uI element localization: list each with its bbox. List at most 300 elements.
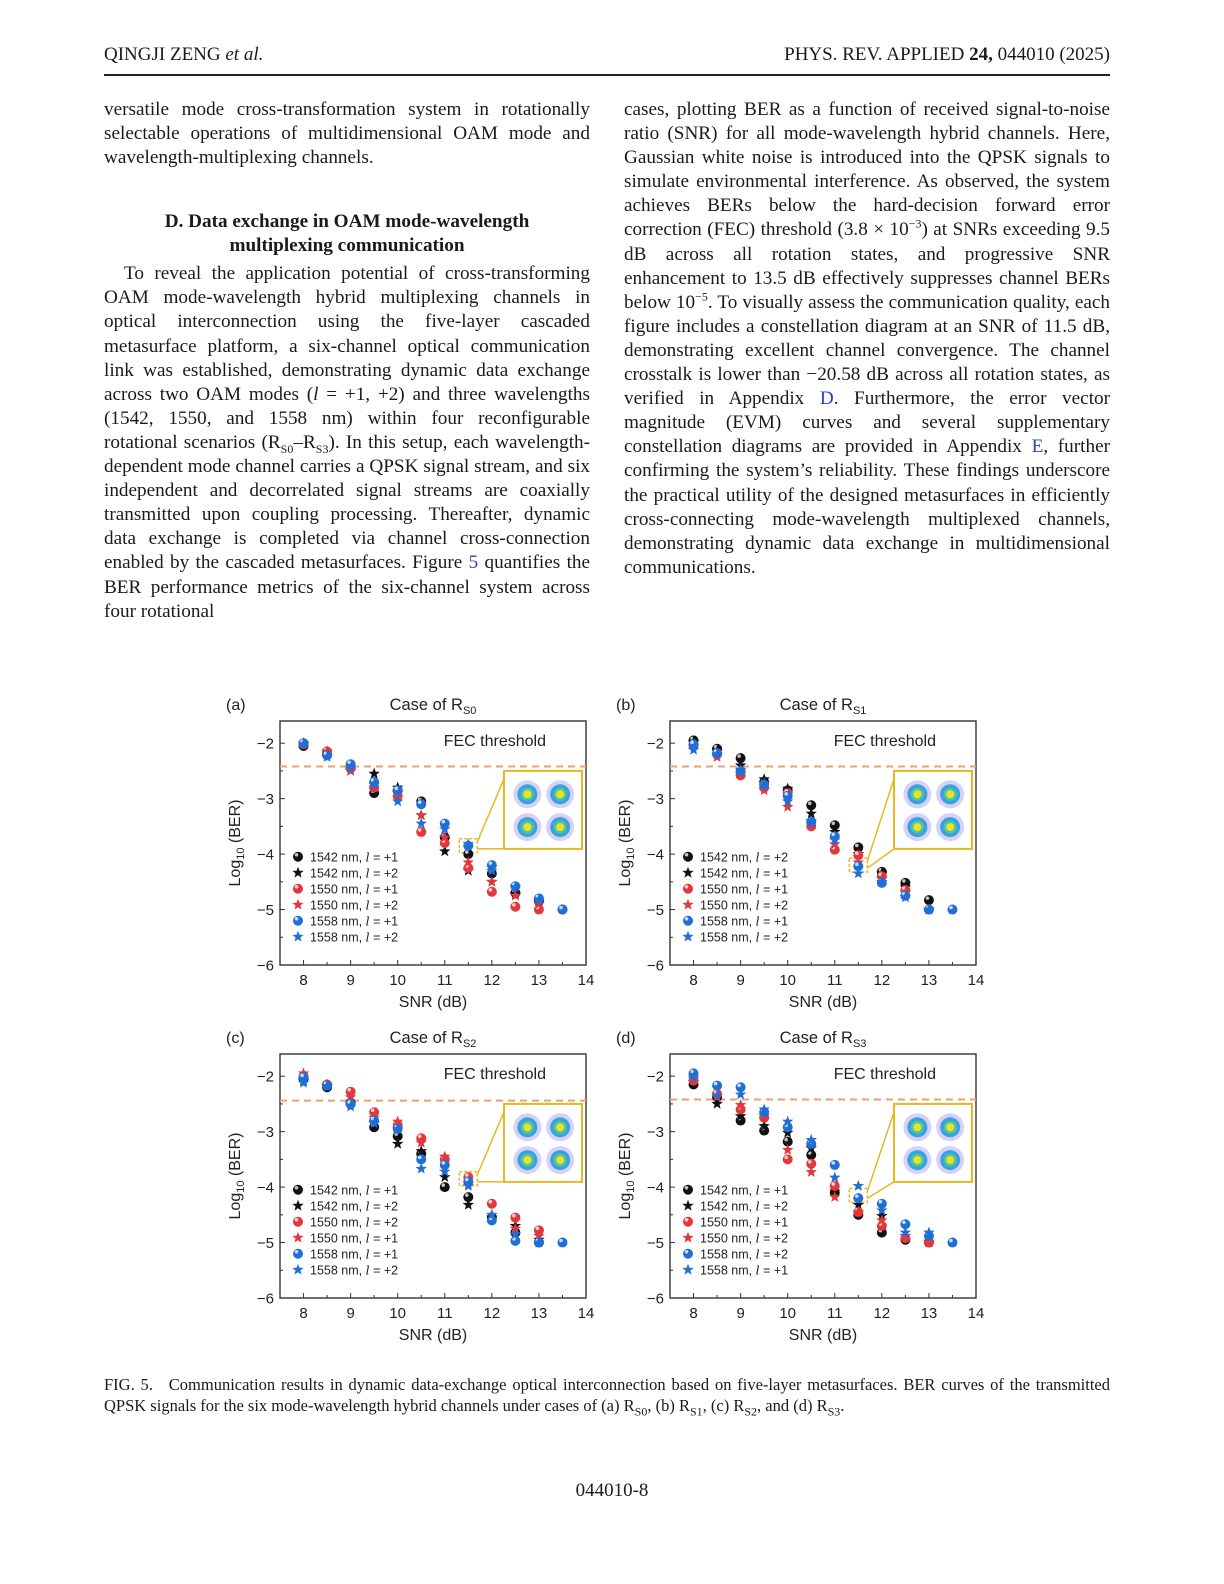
marker-circle bbox=[293, 1249, 303, 1259]
legend-label bbox=[700, 1263, 788, 1278]
inset-connector bbox=[867, 779, 894, 861]
x-tick-label: 13 bbox=[920, 1305, 938, 1322]
marker-circle bbox=[683, 1217, 693, 1227]
marker-highlight bbox=[418, 1156, 422, 1160]
data-point bbox=[853, 1193, 863, 1203]
marker-highlight bbox=[784, 792, 788, 796]
legend-text: = +1 bbox=[369, 882, 399, 897]
marker-highlight bbox=[949, 906, 953, 910]
marker-highlight bbox=[855, 851, 859, 855]
legend-text: = +1 bbox=[759, 1183, 789, 1198]
legend bbox=[292, 1183, 398, 1278]
constellation-point bbox=[936, 1146, 964, 1174]
constellation-inset bbox=[849, 1104, 972, 1203]
chart-title-subscript: S3 bbox=[852, 1038, 867, 1050]
y-axis-label-main: Log bbox=[227, 1192, 244, 1220]
constellation-inset bbox=[459, 1104, 582, 1186]
y-axis-label-subscript: 10 bbox=[235, 847, 247, 860]
y-tick-label: −6 bbox=[256, 957, 274, 975]
caption-text: , (b) R bbox=[647, 1396, 690, 1415]
constellation-point bbox=[903, 1113, 931, 1141]
marker-highlight bbox=[418, 828, 422, 832]
constellation-core bbox=[946, 1123, 954, 1131]
legend-label bbox=[700, 1183, 788, 1198]
constellation-point bbox=[936, 813, 964, 841]
legend-label bbox=[310, 914, 398, 929]
legend-label bbox=[700, 1199, 788, 1214]
legend-label bbox=[310, 898, 398, 913]
marker-highlight bbox=[685, 885, 689, 889]
panel-c bbox=[220, 1023, 600, 1348]
section-title-line-1: D. Data exchange in OAM mode-wavelength bbox=[164, 211, 530, 233]
data-point bbox=[830, 1160, 840, 1170]
section-title-line-2: multiplexing communication bbox=[229, 235, 465, 257]
legend-text: = +1 bbox=[759, 1215, 789, 1230]
data-point bbox=[393, 785, 403, 795]
figure-5-link[interactable]: 5 bbox=[468, 552, 479, 574]
constellation-point bbox=[903, 813, 931, 841]
legend-text: 1542 nm, bbox=[310, 1199, 366, 1214]
legend-label bbox=[310, 1263, 398, 1278]
marker-circle bbox=[487, 1199, 497, 1209]
legend-label bbox=[700, 850, 788, 865]
legend-text: 1542 nm, bbox=[700, 866, 756, 881]
legend-text: = +2 bbox=[369, 1199, 399, 1214]
chart-title-main: Case of R bbox=[389, 1029, 463, 1047]
x-tick-label: 14 bbox=[577, 972, 595, 989]
constellation-point bbox=[513, 1113, 541, 1141]
legend-l-symbol: l bbox=[365, 1262, 370, 1278]
y-tick-label: −5 bbox=[256, 902, 274, 920]
constellation-core bbox=[913, 823, 921, 831]
legend-label bbox=[700, 1231, 788, 1246]
x-tick-label: 8 bbox=[299, 972, 308, 989]
fec-threshold-label: FEC threshold bbox=[443, 1065, 546, 1083]
marker-circle bbox=[393, 785, 403, 795]
panel-a bbox=[220, 690, 600, 1015]
y-tick-label: −2 bbox=[256, 735, 274, 753]
inset-frame bbox=[504, 771, 582, 849]
legend-text: 1550 nm, bbox=[310, 1231, 366, 1246]
legend-l-symbol: l bbox=[755, 881, 760, 897]
marker-circle bbox=[293, 1185, 303, 1195]
legend-label bbox=[700, 1215, 788, 1230]
legend-text: 1558 nm, bbox=[700, 1247, 756, 1262]
marker-highlight bbox=[295, 885, 299, 889]
legend-marker bbox=[293, 884, 303, 894]
legend-text: 1558 nm, bbox=[700, 1263, 756, 1278]
legend-marker bbox=[682, 899, 693, 910]
marker-highlight bbox=[879, 1200, 883, 1204]
header-et-al: et al. bbox=[225, 44, 264, 65]
legend-marker bbox=[293, 1249, 303, 1259]
data-point bbox=[510, 902, 520, 912]
legend-text: = +2 bbox=[759, 1199, 789, 1214]
legend-text: 1542 nm, bbox=[700, 1199, 756, 1214]
caption-label: FIG. 5. bbox=[104, 1375, 153, 1394]
data-point bbox=[557, 905, 567, 915]
y-tick-label: −3 bbox=[256, 791, 274, 809]
y-axis-label-main: Log bbox=[227, 859, 244, 887]
y-tick-label: −4 bbox=[646, 846, 664, 864]
header-journal bbox=[784, 44, 1110, 66]
exponent: −3 bbox=[908, 217, 922, 232]
marker-highlight bbox=[902, 1220, 906, 1224]
data-point bbox=[510, 1236, 520, 1246]
legend-text: 1558 nm, bbox=[310, 914, 366, 929]
data-point bbox=[806, 1150, 816, 1160]
constellation-point bbox=[513, 780, 541, 808]
panel-label: (a) bbox=[226, 697, 246, 714]
legend-text: 1558 nm, bbox=[700, 930, 756, 945]
x-tick-label: 10 bbox=[779, 972, 797, 989]
marker-highlight bbox=[465, 1173, 469, 1177]
marker-circle bbox=[683, 916, 693, 926]
y-axis-label-subscript: 10 bbox=[625, 847, 637, 860]
y-axis-label bbox=[227, 800, 247, 887]
marker-circle bbox=[783, 1154, 793, 1164]
caption-text: . bbox=[840, 1396, 845, 1415]
intro-paragraph: versatile mode cross-transformation system in rotationally selectable operations of multidimensional OAM mode and wavelength-multiplexing channels. bbox=[104, 99, 590, 169]
marker-circle bbox=[830, 1160, 840, 1170]
legend-marker bbox=[683, 884, 693, 894]
x-tick-label: 14 bbox=[967, 1305, 985, 1322]
x-axis-label: SNR (dB) bbox=[398, 1327, 468, 1344]
figure-caption bbox=[104, 1374, 1110, 1419]
constellation-core bbox=[523, 790, 531, 798]
legend-text: = +1 bbox=[369, 1183, 399, 1198]
legend-l-symbol: l bbox=[365, 1182, 370, 1198]
marker-highlight bbox=[685, 1186, 689, 1190]
marker-highlight bbox=[295, 917, 299, 921]
legend-text: 1558 nm, bbox=[310, 1263, 366, 1278]
legend-text: = +2 bbox=[759, 1247, 789, 1262]
marker-highlight bbox=[808, 1160, 812, 1164]
marker-highlight bbox=[685, 1218, 689, 1222]
inset-connector bbox=[477, 1112, 504, 1175]
body-paragraph bbox=[104, 262, 590, 623]
legend-l-symbol: l bbox=[365, 881, 370, 897]
marker-highlight bbox=[371, 1108, 375, 1112]
body-text: ). In this setup, each wavelength-dependent mode channel carries a QPSK signal stream, and six independent and decorrelated signal streams are coaxially transmitted upon coupling processing. Thereafter, dynamic data exchange is completed via channel cross-connection enabled by the cascaded metasurfaces. Figure bbox=[104, 431, 591, 574]
legend-text: 1542 nm, bbox=[700, 1183, 756, 1198]
y-tick-label: −5 bbox=[646, 1235, 664, 1253]
data-point bbox=[829, 1172, 840, 1183]
legend-text: = +2 bbox=[759, 1231, 789, 1246]
body-subscript: S3 bbox=[315, 441, 329, 456]
x-tick-label: 13 bbox=[530, 972, 548, 989]
legend-text: = +1 bbox=[369, 850, 399, 865]
x-tick-label: 12 bbox=[483, 972, 501, 989]
legend-label bbox=[700, 898, 788, 913]
legend-l-symbol: l bbox=[755, 1262, 760, 1278]
legend-l-symbol: l bbox=[755, 865, 760, 881]
appendix-d-link[interactable]: D bbox=[819, 388, 834, 410]
legend-marker bbox=[682, 1200, 693, 1211]
marker-highlight bbox=[855, 844, 859, 848]
legend-label bbox=[700, 930, 788, 945]
marker-highlight bbox=[489, 888, 493, 892]
constellation-core bbox=[523, 1156, 531, 1164]
constellation-core bbox=[946, 790, 954, 798]
x-tick-label: 11 bbox=[436, 1305, 453, 1322]
x-tick-label: 10 bbox=[389, 972, 407, 989]
legend-label bbox=[310, 930, 398, 945]
x-tick-label: 11 bbox=[826, 1305, 843, 1322]
marker-highlight bbox=[685, 853, 689, 857]
y-axis-label-subscript: 10 bbox=[235, 1180, 247, 1193]
inset-connector bbox=[867, 1112, 894, 1192]
fec-threshold-label: FEC threshold bbox=[833, 732, 936, 750]
body-text: ) at SNRs exceeding 9.5 dB across all rotation states, and progressive SNR enhancement to 13.5 dB effectively suppresses channel BERs below 10 bbox=[624, 219, 1110, 313]
right-column bbox=[624, 98, 1110, 580]
header-rule bbox=[104, 74, 1110, 76]
chart-title-main: Case of R bbox=[779, 1029, 853, 1047]
appendix-e-link[interactable]: E bbox=[1031, 436, 1044, 458]
marker-highlight bbox=[441, 1161, 445, 1165]
data-point bbox=[783, 1154, 793, 1164]
chart-title-subscript: S1 bbox=[852, 705, 867, 717]
x-tick-label: 12 bbox=[873, 972, 891, 989]
constellation-point bbox=[546, 1146, 574, 1174]
x-axis-label: SNR (dB) bbox=[788, 1327, 858, 1344]
x-tick-label: 13 bbox=[920, 972, 938, 989]
marker-circle bbox=[293, 852, 303, 862]
legend-marker bbox=[682, 1232, 693, 1243]
constellation-inset bbox=[459, 771, 582, 853]
marker-circle bbox=[683, 1185, 693, 1195]
marker-highlight bbox=[418, 800, 422, 804]
chart-panel-c bbox=[220, 1023, 600, 1348]
legend-marker bbox=[683, 852, 693, 862]
legend-l-symbol: l bbox=[755, 1246, 760, 1262]
caption-text: , and (d) R bbox=[757, 1396, 828, 1415]
legend-marker bbox=[293, 1185, 303, 1195]
header-author-names: QINGJI ZENG bbox=[104, 44, 226, 65]
legend-text: = +2 bbox=[759, 930, 789, 945]
marker-highlight bbox=[295, 1218, 299, 1222]
y-axis-label-rest: (BER) bbox=[617, 1132, 634, 1181]
caption-subscript: S3 bbox=[827, 1404, 841, 1419]
section-title bbox=[104, 210, 590, 258]
legend-marker bbox=[292, 1264, 303, 1275]
legend-text: = +1 bbox=[759, 914, 789, 929]
marker-highlight bbox=[441, 1183, 445, 1187]
header-authors bbox=[104, 44, 263, 66]
constellation-inset bbox=[849, 771, 972, 872]
y-tick-label: −3 bbox=[646, 791, 664, 809]
marker-highlight bbox=[465, 850, 469, 854]
legend-marker bbox=[682, 867, 693, 878]
legend-text: 1558 nm, bbox=[310, 930, 366, 945]
y-axis-label bbox=[617, 800, 637, 887]
chart-title-main: Case of R bbox=[389, 696, 463, 714]
caption-subscript: S0 bbox=[634, 1404, 648, 1419]
marker-circle bbox=[510, 902, 520, 912]
panel-label: (b) bbox=[616, 697, 636, 714]
legend-text: 1550 nm, bbox=[310, 1215, 366, 1230]
body-text: . To visually assess the communication quality, each figure includes a constellation diagram at an SNR of 11.5 dB, demonstrating excellent channel convergence. The channel crosstalk is lower than −20.58 dB across all rotation states, as verified in Appendix bbox=[624, 291, 1110, 410]
x-tick-label: 9 bbox=[346, 1305, 355, 1322]
data-point bbox=[416, 799, 426, 809]
legend-marker bbox=[293, 916, 303, 926]
legend-text: 1550 nm, bbox=[700, 882, 756, 897]
legend-marker bbox=[682, 1264, 693, 1275]
constellation-point bbox=[903, 780, 931, 808]
marker-highlight bbox=[512, 1214, 516, 1218]
marker-highlight bbox=[831, 1182, 835, 1186]
marker-highlight bbox=[737, 754, 741, 758]
x-tick-label: 9 bbox=[736, 972, 745, 989]
data-point bbox=[557, 1238, 567, 1248]
marker-circle bbox=[947, 1238, 957, 1248]
data-point bbox=[416, 1163, 427, 1174]
x-tick-label: 12 bbox=[873, 1305, 891, 1322]
y-axis-label bbox=[227, 1133, 247, 1220]
body-text: = +1, +2) and three wavelengths (1542, 1550, and 1558 nm) within four reconfigurable rotational scenarios (R bbox=[104, 383, 590, 453]
marker-highlight bbox=[559, 1239, 563, 1243]
y-axis-label-rest: (BER) bbox=[617, 799, 634, 848]
legend-label bbox=[310, 882, 398, 897]
constellation-core bbox=[556, 1123, 564, 1131]
marker-highlight bbox=[831, 1161, 835, 1165]
marker-circle bbox=[683, 852, 693, 862]
figure-5 bbox=[220, 690, 1000, 1360]
fec-threshold-label: FEC threshold bbox=[443, 732, 546, 750]
legend-l-symbol: l bbox=[755, 1230, 760, 1246]
caption-text: Communication results in dynamic data-exchange optical interconnection based on five-layer metasurfaces. BER curves of the transmitted QPSK signals for the six mode-wavelength hybrid channels under cases of (a) R bbox=[104, 1375, 1110, 1415]
legend-label bbox=[310, 1247, 398, 1262]
legend-label bbox=[700, 882, 788, 897]
y-tick-label: −6 bbox=[646, 957, 664, 975]
data-point bbox=[368, 768, 379, 779]
marker-circle bbox=[557, 1238, 567, 1248]
chart-title-main: Case of R bbox=[779, 696, 853, 714]
constellation-core bbox=[946, 1156, 954, 1164]
body-paragraph-continued bbox=[624, 98, 1110, 580]
panel-b bbox=[610, 690, 990, 1015]
data-point bbox=[416, 818, 427, 829]
x-axis-label: SNR (dB) bbox=[398, 994, 468, 1011]
marker-highlight bbox=[394, 787, 398, 791]
legend-marker bbox=[683, 1217, 693, 1227]
marker-circle bbox=[416, 799, 426, 809]
legend-text: = +2 bbox=[759, 898, 789, 913]
x-axis-label: SNR (dB) bbox=[788, 994, 858, 1011]
inset-frame bbox=[894, 1104, 972, 1182]
y-tick-label: −2 bbox=[646, 735, 664, 753]
y-axis-label-subscript: 10 bbox=[625, 1180, 637, 1193]
legend-text: = +2 bbox=[759, 850, 789, 865]
y-axis-label-main: Log bbox=[617, 1192, 634, 1220]
header-journal-name: PHYS. REV. APPLIED bbox=[784, 44, 970, 65]
legend-text: 1558 nm, bbox=[310, 1247, 366, 1262]
legend-l-symbol: l bbox=[365, 1246, 370, 1262]
constellation-point bbox=[513, 813, 541, 841]
constellation-core bbox=[913, 1156, 921, 1164]
caption-subscript: S1 bbox=[689, 1404, 703, 1419]
y-tick-label: −5 bbox=[646, 902, 664, 920]
marker-circle bbox=[683, 884, 693, 894]
constellation-core bbox=[556, 823, 564, 831]
legend bbox=[682, 1183, 788, 1278]
panel-label: (c) bbox=[226, 1030, 245, 1047]
marker-highlight bbox=[300, 1073, 304, 1077]
legend-text: = +1 bbox=[759, 866, 789, 881]
legend-l-symbol: l bbox=[365, 1198, 370, 1214]
data-point bbox=[806, 1166, 817, 1177]
body-l-symbol: l bbox=[313, 383, 319, 405]
constellation-core bbox=[556, 1156, 564, 1164]
legend-marker bbox=[682, 931, 693, 942]
legend-l-symbol: l bbox=[365, 929, 370, 945]
legend-l-symbol: l bbox=[755, 929, 760, 945]
y-axis-label-rest: (BER) bbox=[227, 1132, 244, 1181]
body-text: quantifies the BER performance metrics of the six-channel system across four rotational bbox=[104, 552, 591, 622]
x-tick-label: 11 bbox=[436, 972, 453, 989]
constellation-core bbox=[556, 790, 564, 798]
legend-label bbox=[310, 866, 398, 881]
body-text: cases, plotting BER as a function of received signal-to-noise ratio (SNR) for all mode-wavelength hybrid channels. Here, Gaussian white noise is introduced into the QPSK signals to simulate environmental interference. As observed, the system achieves BERs below the hard-decision forward error correction (FEC) threshold (3.8 × 10 bbox=[624, 99, 1110, 241]
legend-marker bbox=[293, 852, 303, 862]
legend-text: = +2 bbox=[369, 866, 399, 881]
legend-text: = +2 bbox=[369, 930, 399, 945]
y-tick-label: −6 bbox=[646, 1290, 664, 1308]
marker-circle bbox=[806, 1150, 816, 1160]
marker-highlight bbox=[855, 862, 859, 866]
data-point bbox=[853, 1180, 864, 1191]
marker-highlight bbox=[489, 861, 493, 865]
chart-title-subscript: S2 bbox=[462, 1038, 477, 1050]
marker-highlight bbox=[737, 1083, 741, 1087]
chart-title bbox=[390, 1029, 477, 1050]
marker-highlight bbox=[685, 1250, 689, 1254]
legend-label bbox=[310, 1183, 398, 1198]
legend-marker bbox=[683, 916, 693, 926]
x-tick-label: 10 bbox=[779, 1305, 797, 1322]
marker-highlight bbox=[295, 853, 299, 857]
constellation-point bbox=[546, 813, 574, 841]
body-subscript: S0 bbox=[280, 441, 294, 456]
legend-l-symbol: l bbox=[365, 1214, 370, 1230]
constellation-core bbox=[946, 823, 954, 831]
marker-highlight bbox=[831, 821, 835, 825]
legend-text: = +2 bbox=[369, 898, 399, 913]
legend-text: 1550 nm, bbox=[310, 882, 366, 897]
inset-connector bbox=[867, 1182, 894, 1199]
y-tick-label: −4 bbox=[256, 1179, 274, 1197]
marker-circle bbox=[487, 887, 497, 897]
y-tick-label: −4 bbox=[256, 846, 274, 864]
legend-marker bbox=[293, 1217, 303, 1227]
legend-label bbox=[310, 1199, 398, 1214]
x-tick-label: 9 bbox=[346, 972, 355, 989]
marker-highlight bbox=[295, 1186, 299, 1190]
legend-text: 1550 nm, bbox=[310, 898, 366, 913]
constellation-core bbox=[523, 1123, 531, 1131]
marker-highlight bbox=[714, 1082, 718, 1086]
marker-highlight bbox=[559, 906, 563, 910]
constellation-point bbox=[513, 1146, 541, 1174]
marker-highlight bbox=[295, 1250, 299, 1254]
chart-title bbox=[390, 696, 477, 717]
constellation-point bbox=[546, 780, 574, 808]
marker-highlight bbox=[465, 1193, 469, 1197]
y-tick-label: −2 bbox=[646, 1068, 664, 1086]
x-tick-label: 8 bbox=[689, 1305, 698, 1322]
legend-text: 1558 nm, bbox=[700, 914, 756, 929]
marker-highlight bbox=[926, 896, 930, 900]
